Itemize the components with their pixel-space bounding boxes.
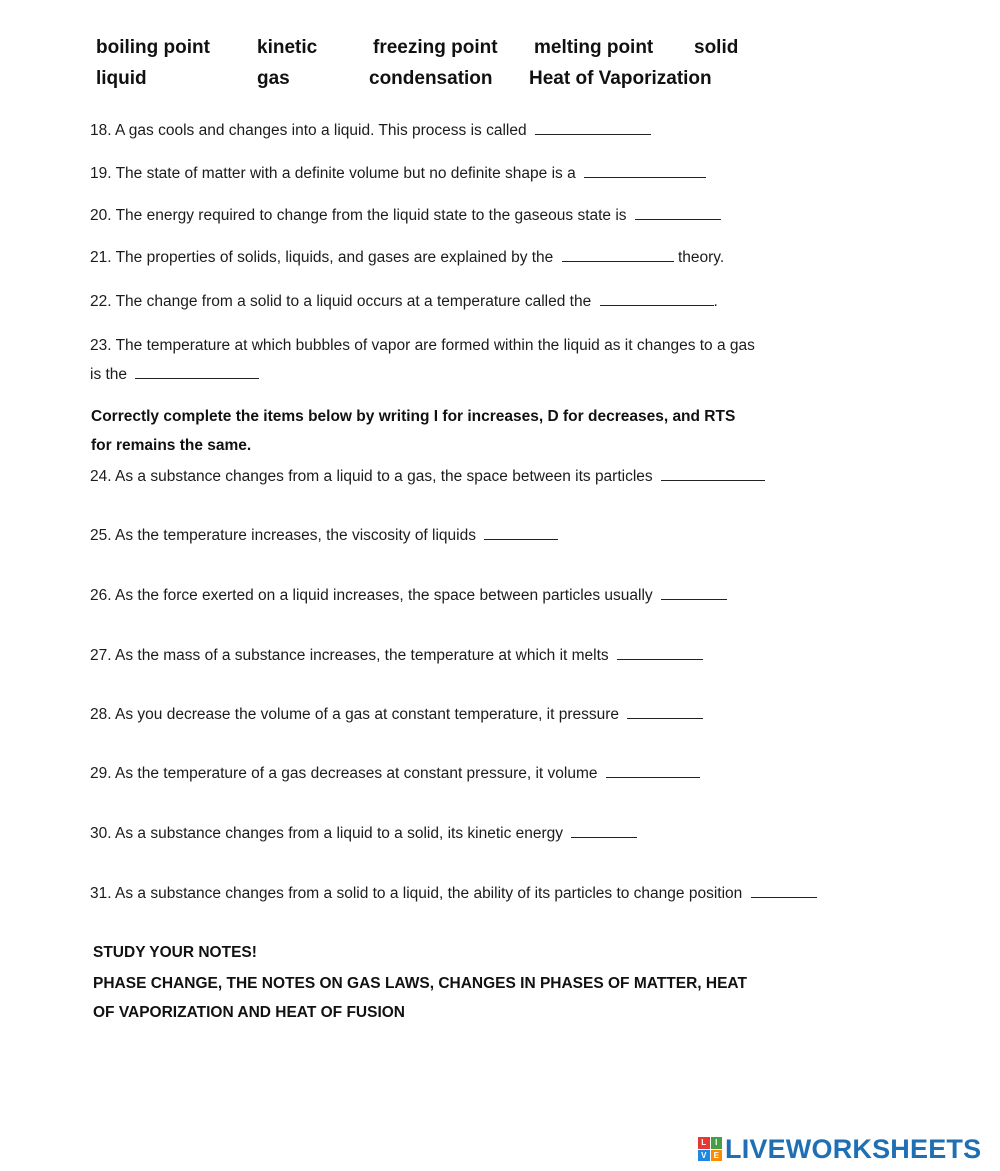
logo-text: LIVEWORKSHEETS (725, 1133, 982, 1164)
question-number: 29. (90, 765, 112, 782)
answer-blank[interactable] (584, 165, 706, 178)
answer-blank[interactable] (571, 825, 637, 838)
question-text: The temperature at which bubbles of vapor are formed within the liquid as it changes to a gas (115, 337, 755, 354)
question-number: 25. (90, 527, 112, 544)
question-number: 24. (90, 468, 112, 485)
word-bank-item: freezing point (373, 37, 498, 58)
answer-blank[interactable] (535, 122, 651, 135)
question-30 (90, 825, 637, 843)
question-text: The properties of solids, liquids, and gases are explained by the (115, 249, 554, 266)
question-number: 21. (90, 249, 112, 266)
question-number: 31. (90, 885, 112, 902)
word-bank-item: melting point (534, 37, 654, 58)
question-19 (90, 165, 706, 183)
question-23 (90, 337, 755, 355)
question-24 (90, 468, 765, 486)
liveworksheets-logo (698, 1134, 981, 1164)
answer-blank[interactable] (627, 706, 703, 719)
question-text: As you decrease the volume of a gas at constant temperature, it pressure (115, 706, 620, 723)
question-text: As the temperature increases, the viscosity of liquids (115, 527, 476, 544)
question-suffix: theory. (677, 249, 725, 266)
question-text: As the mass of a substance increases, the temperature at which it melts (115, 647, 609, 664)
answer-blank[interactable] (661, 587, 727, 600)
answer-blank[interactable] (562, 249, 674, 262)
question-21 (90, 249, 724, 267)
question-number: 30. (90, 825, 112, 842)
question-text: The change from a solid to a liquid occurs at a temperature called the (115, 293, 592, 310)
notes-line: OF VAPORIZATION AND HEAT OF FUSION (93, 1004, 405, 1021)
answer-blank[interactable] (484, 527, 558, 540)
liveworksheets-logo-icon: L I V E (698, 1137, 722, 1161)
answer-blank[interactable] (617, 647, 703, 660)
question-29 (90, 765, 700, 783)
question-text: As a substance changes from a solid to a liquid, the ability of its particles to change position (115, 885, 743, 902)
question-20 (90, 207, 721, 225)
question-text: The energy required to change from the liquid state to the gaseous state is (115, 207, 627, 224)
answer-blank[interactable] (135, 366, 259, 379)
word-bank-item: condensation (369, 68, 493, 89)
answer-blank[interactable] (635, 207, 721, 220)
question-text: As a substance changes from a liquid to a gas, the space between its particles (115, 468, 653, 485)
answer-blank[interactable] (606, 765, 700, 778)
instructions-line: for remains the same. (91, 437, 252, 454)
question-text: As a substance changes from a liquid to a solid, its kinetic energy (115, 825, 564, 842)
question-number: 18. (90, 122, 112, 139)
question-18 (90, 122, 651, 140)
question-22 (90, 293, 718, 311)
answer-blank[interactable] (661, 468, 765, 481)
word-bank-item: gas (257, 68, 290, 89)
question-text: is the (90, 366, 128, 383)
question-31 (90, 885, 817, 903)
question-number: 20. (90, 207, 112, 224)
question-number: 26. (90, 587, 112, 604)
question-number: 28. (90, 706, 112, 723)
question-27 (90, 647, 703, 665)
question-26 (90, 587, 727, 605)
word-bank-item: kinetic (257, 37, 318, 58)
question-25 (90, 527, 558, 545)
question-number: 19. (90, 165, 112, 182)
notes-line: PHASE CHANGE, THE NOTES ON GAS LAWS, CHANGES IN PHASES OF MATTER, HEAT (93, 975, 747, 992)
word-bank-item: Heat of Vaporization (529, 68, 712, 89)
question-number: 23. (90, 337, 112, 354)
instructions-line: Correctly complete the items below by writing I for increases, D for decreases, and RTS (91, 408, 736, 425)
question-23-line2 (90, 366, 259, 384)
answer-blank[interactable] (600, 293, 714, 306)
question-text: A gas cools and changes into a liquid. This process is called (115, 122, 527, 139)
word-bank-item: liquid (96, 68, 147, 89)
question-text: As the force exerted on a liquid increases, the space between particles usually (115, 587, 653, 604)
question-text: As the temperature of a gas decreases at constant pressure, it volume (115, 765, 598, 782)
word-bank-item: boiling point (96, 37, 210, 58)
notes-heading: STUDY YOUR NOTES! (93, 944, 257, 961)
question-number: 22. (90, 293, 112, 310)
question-number: 27. (90, 647, 112, 664)
question-text: The state of matter with a definite volume but no definite shape is a (115, 165, 576, 182)
answer-blank[interactable] (751, 885, 817, 898)
question-28 (90, 706, 703, 724)
question-suffix: . (713, 293, 718, 310)
word-bank-item: solid (694, 37, 739, 58)
